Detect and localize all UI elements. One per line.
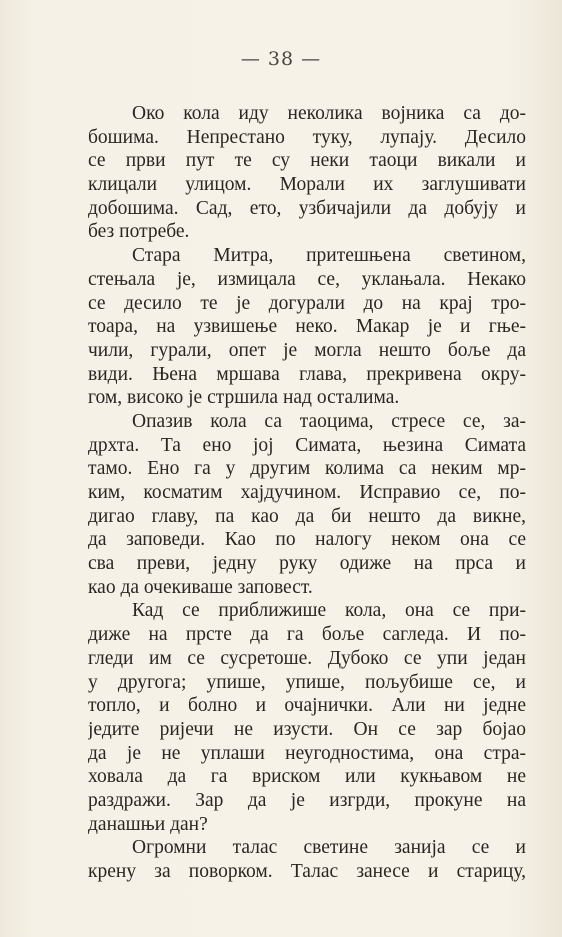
text-line: гом, високо је стршила над осталима. bbox=[88, 387, 400, 409]
text-line: данашњи дан? bbox=[88, 813, 208, 835]
text-line: Огромни талас светине занија се и bbox=[132, 837, 526, 859]
text-line: топло, и болно и очајнички. Али ни једне bbox=[88, 695, 526, 717]
text-line: се десило те је догурали до на крај тро- bbox=[88, 292, 526, 314]
text-line: једите ријечи не изусти. Он се зар бојао bbox=[88, 718, 526, 740]
text-line: ховала да га вриском или кукњавом не bbox=[88, 766, 526, 788]
text-line: ким, косматим хајдучином. Исправио се, по- bbox=[88, 482, 526, 503]
text-line: у другога; упише, упише, пољубише се, и bbox=[88, 671, 526, 693]
text-line: да је не уплаши неугодностима, она стра- bbox=[88, 742, 526, 764]
text-line: да заповеди. Као по налогу неком она се bbox=[88, 529, 526, 551]
text-line: раздражи. Зар да је изгрди, прокуне на bbox=[88, 789, 526, 811]
body-text bbox=[88, 102, 526, 884]
text-line: дрхта. Та ено јој Симата, њезина Симата bbox=[88, 434, 526, 456]
text-line: тамо. Ено га у другим колима са неким мр- bbox=[88, 458, 526, 480]
text-line: дигао главу, па као да би нешто да викне, bbox=[88, 505, 526, 527]
text-line: као да очекиваше заповест. bbox=[88, 576, 313, 598]
text-line: добошима. Сад, ето, узбичајили да добују и bbox=[88, 197, 526, 219]
text-line: се први пут те су неки таоци викали и bbox=[88, 150, 526, 172]
text-line: сва преви, једну руку одиже на прса и bbox=[88, 553, 526, 575]
text-line: тоара, на узвишење неко. Макар је и гње- bbox=[88, 316, 526, 338]
text-line: крену за поворком. Талас занесе и старицу, bbox=[88, 861, 526, 882]
text-line: Око кола иду неколика војника са до- bbox=[132, 103, 526, 124]
page-number: — 38 — bbox=[240, 48, 322, 70]
text-line: клицали улицом. Морали их заглушивати bbox=[88, 174, 526, 196]
text-line: чили, гурали, опет је могла нешто боље да bbox=[88, 339, 526, 361]
text-line: бошима. Непрестано туку, лупају. Десило bbox=[88, 126, 526, 148]
text-line: Опазив кола са таоцима, стресе се, за- bbox=[132, 410, 526, 432]
text-line: види. Њена мршава глава, прекривена окру- bbox=[88, 363, 526, 385]
text-line: стењала је, измицала се, уклањала. Некако bbox=[88, 268, 526, 290]
text-line: Кад се приближише кола, она се при- bbox=[132, 600, 526, 622]
text-line: без потребе. bbox=[88, 221, 190, 243]
text-line: Стара Митра, притешњена светином, bbox=[132, 245, 526, 267]
text-line: гледи им се сусретоше. Дубоко се упи један bbox=[88, 647, 526, 669]
text-line: диже на прсте да га боље сагледа. И по- bbox=[88, 624, 526, 646]
